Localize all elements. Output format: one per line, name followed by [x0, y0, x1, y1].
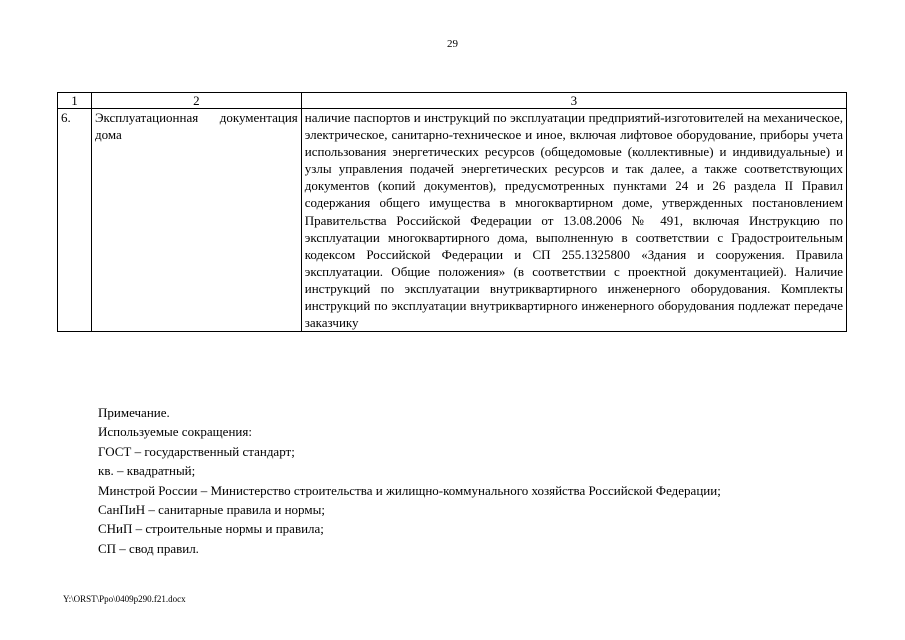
column-header-3: 3 — [301, 93, 846, 109]
page-number: 29 — [447, 38, 458, 50]
footer-file-path: Y:\ORST\Ppo\0409p290.f21.docx — [63, 594, 186, 604]
notes-subtitle: Используемые сокращения: — [98, 424, 252, 440]
abbreviation-item: Минстрой России – Министерство строительства и жилищно-коммунального хозяйства Российской Федерации; — [98, 482, 721, 498]
abbreviation-item: ГОСТ – государственный стандарт; — [98, 443, 295, 459]
notes-title: Примечание. — [98, 405, 170, 420]
row-item-name: Эксплуатационная документация дома — [91, 109, 301, 332]
requirements-table — [57, 92, 847, 332]
table-header-row — [58, 93, 847, 109]
column-header-2: 2 — [91, 93, 301, 109]
row-number: 6. — [58, 109, 92, 332]
abbreviation-item: кв. – квадратный; — [98, 463, 196, 479]
column-header-1: 1 — [58, 93, 92, 109]
abbreviation-item: СНиП – строительные нормы и правила; — [98, 521, 324, 537]
notes-section — [98, 403, 858, 558]
row-requirement-text: наличие паспортов и инструкций по эксплуатации предприятий-изготовителей на механическое, электрическое, санитарно-техническое и иное, включая лифтовое оборудование, приборы учета использования энергетических ресурсов (общедомовые (коллективные) и индивидуальные) и узлы управления подачей энергетических ресурсов и так далее, а также соответствующих документов (копий документов), предусмотренных пунктами 24 и 26 раздела II Правил содержания общего имущества в многоквартирном доме, утвержденных постановлением Правительства Российской Федерации от 13.08.2006 № 491, включая Инструкцию по эксплуатации многоквартирного дома, выполненную в соответствии с Градостроительным кодексом Российской Федерации и СП 255.1325800 «Здания и сооружения. Правила эксплуатации. Общие положения» (в соответствии с проектной документацией). Наличие инструкций по эксплуатации внутриквартирного инженерного оборудования. Комплекты инструкций по эксплуатации внутриквартирного инженерного оборудования подлежат передаче заказчику — [301, 109, 846, 332]
abbreviation-item: СП – свод правил. — [98, 540, 199, 556]
table-row — [58, 109, 847, 332]
abbreviation-item: СанПиН – санитарные правила и нормы; — [98, 502, 325, 518]
